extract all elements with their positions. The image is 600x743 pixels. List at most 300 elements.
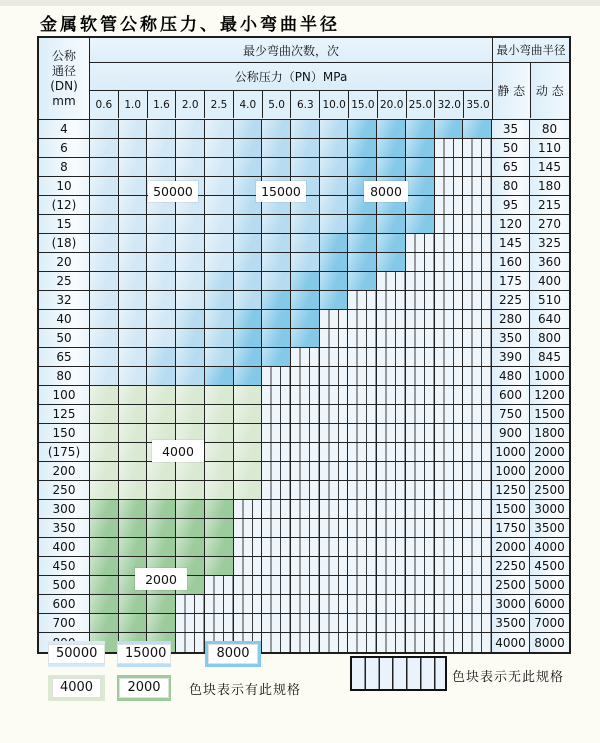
no-spec-cell — [320, 462, 349, 480]
bend-count-label: 15000 — [256, 181, 306, 202]
spec-cell-50000 — [90, 348, 119, 366]
pressure-col-header: 6.3 — [291, 91, 320, 118]
spec-cell-15000 — [234, 253, 263, 271]
spec-cell-4000 — [234, 443, 263, 461]
spec-cell-2000 — [90, 519, 119, 537]
pressure-col-header: 1.0 — [119, 91, 148, 118]
spec-cell-50000 — [119, 272, 148, 290]
no-spec-cell — [406, 443, 435, 461]
table-row — [39, 272, 569, 291]
dynamic-radius-cell: 4000 — [530, 538, 569, 556]
spec-cell-50000 — [147, 215, 176, 233]
spec-cell-8000 — [406, 158, 435, 176]
spec-cell-15000 — [291, 253, 320, 271]
dn-cell: 32 — [39, 291, 90, 309]
no-spec-cell — [291, 633, 320, 652]
no-spec-cell — [435, 462, 464, 480]
dynamic-radius-cell: 3500 — [530, 519, 569, 537]
spec-cell-8000 — [320, 291, 349, 309]
no-spec-cell — [406, 481, 435, 499]
spec-cell-15000 — [291, 234, 320, 252]
spec-cell-2000 — [90, 595, 119, 613]
dn-cell: 15 — [39, 215, 90, 233]
no-spec-cell — [291, 348, 320, 366]
no-spec-cell — [320, 481, 349, 499]
no-spec-cell — [463, 557, 492, 575]
dn-cell: 8 — [39, 158, 90, 176]
spec-cell-8000 — [348, 120, 377, 138]
spec-cell-4000 — [119, 405, 148, 423]
no-spec-cell — [435, 386, 464, 404]
spec-cell-8000 — [205, 367, 234, 385]
no-spec-cell — [463, 614, 492, 632]
pressure-header: 公称压力（PN）MPa — [90, 63, 492, 91]
no-spec-cell — [377, 557, 406, 575]
table-row — [39, 329, 569, 348]
spec-cell-15000 — [262, 120, 291, 138]
no-spec-cell — [435, 424, 464, 442]
no-spec-cell — [463, 367, 492, 385]
no-spec-cell — [377, 595, 406, 613]
spec-cell-15000 — [205, 348, 234, 366]
no-spec-cell — [435, 595, 464, 613]
spec-cell-15000 — [234, 215, 263, 233]
no-spec-cell — [291, 595, 320, 613]
dn-cell: (18) — [39, 234, 90, 252]
spec-cell-8000 — [348, 253, 377, 271]
table-row — [39, 443, 569, 462]
no-spec-cell — [348, 348, 377, 366]
spec-cell-2000 — [119, 519, 148, 537]
no-spec-cell — [262, 576, 291, 594]
legend-has-spec-text: 色块表示有此规格 — [189, 682, 302, 698]
spec-cell-2000 — [205, 500, 234, 518]
spec-cell-50000 — [147, 291, 176, 309]
no-spec-cell — [463, 329, 492, 347]
no-spec-cell — [435, 253, 464, 271]
dynamic-radius-cell: 215 — [530, 196, 569, 214]
spec-cell-50000 — [147, 253, 176, 271]
legend-swatch-4000 — [48, 675, 105, 701]
no-spec-cell — [463, 310, 492, 328]
spec-cell-50000 — [176, 234, 205, 252]
no-spec-cell — [320, 405, 349, 423]
spec-cell-2000 — [205, 557, 234, 575]
spec-cell-50000 — [90, 158, 119, 176]
no-spec-cell — [463, 405, 492, 423]
spec-cell-2000 — [90, 614, 119, 632]
spec-cell-4000 — [119, 443, 148, 461]
no-spec-cell — [406, 462, 435, 480]
spec-cell-4000 — [176, 481, 205, 499]
dn-cell: 300 — [39, 500, 90, 518]
dn-cell: 20 — [39, 253, 90, 271]
spec-cell-8000 — [348, 215, 377, 233]
spec-cell-50000 — [119, 348, 148, 366]
spec-cell-8000 — [291, 272, 320, 290]
no-spec-cell — [348, 614, 377, 632]
dynamic-radius-cell: 400 — [530, 272, 569, 290]
spec-cell-50000 — [90, 367, 119, 385]
dn-cell: 50 — [39, 329, 90, 347]
spec-cell-2000 — [147, 614, 176, 632]
no-spec-cell — [406, 367, 435, 385]
no-spec-cell — [435, 234, 464, 252]
no-spec-cell — [406, 633, 435, 652]
no-spec-cell — [435, 329, 464, 347]
no-spec-cell — [291, 481, 320, 499]
no-spec-cell — [205, 595, 234, 613]
spec-cell-50000 — [119, 367, 148, 385]
no-spec-cell — [377, 291, 406, 309]
no-spec-cell — [377, 386, 406, 404]
no-spec-cell — [291, 538, 320, 556]
static-radius-cell: 280 — [492, 310, 530, 328]
no-spec-cell — [348, 329, 377, 347]
no-spec-cell — [406, 348, 435, 366]
spec-cell-15000 — [234, 120, 263, 138]
dn-cell: 40 — [39, 310, 90, 328]
dynamic-radius-cell: 1200 — [530, 386, 569, 404]
no-spec-cell — [406, 272, 435, 290]
no-spec-cell — [406, 424, 435, 442]
spec-cell-4000 — [90, 481, 119, 499]
radius-header: 最小弯曲半径 — [493, 38, 569, 63]
table-row — [39, 595, 569, 614]
static-radius-cell: 600 — [492, 386, 530, 404]
table-row — [39, 291, 569, 310]
spec-cell-2000 — [205, 538, 234, 556]
dynamic-radius-cell: 180 — [530, 177, 569, 195]
dynamic-radius-cell: 2500 — [530, 481, 569, 499]
no-spec-cell — [377, 576, 406, 594]
static-radius-cell: 350 — [492, 329, 530, 347]
static-radius-cell: 175 — [492, 272, 530, 290]
spec-cell-4000 — [147, 386, 176, 404]
no-spec-cell — [205, 614, 234, 632]
pressure-col-header: 2.5 — [205, 91, 234, 118]
no-spec-cell — [348, 405, 377, 423]
no-spec-cell — [320, 348, 349, 366]
no-spec-cell — [435, 158, 464, 176]
no-spec-cell — [348, 500, 377, 518]
static-radius-cell: 80 — [492, 177, 530, 195]
dn-cell: (12) — [39, 196, 90, 214]
table-row — [39, 348, 569, 367]
spec-cell-4000 — [234, 424, 263, 442]
spec-cell-50000 — [119, 329, 148, 347]
spec-cell-50000 — [147, 120, 176, 138]
dn-cell: 400 — [39, 538, 90, 556]
dynamic-radius-cell: 360 — [530, 253, 569, 271]
spec-cell-4000 — [147, 405, 176, 423]
no-spec-cell — [176, 595, 205, 613]
no-spec-cell — [406, 234, 435, 252]
spec-cell-8000 — [262, 291, 291, 309]
static-radius-cell: 35 — [492, 120, 530, 138]
no-spec-cell — [377, 272, 406, 290]
dynamic-radius-cell: 5000 — [530, 576, 569, 594]
dynamic-radius-cell: 270 — [530, 215, 569, 233]
pressure-col-header: 2.0 — [176, 91, 205, 118]
static-radius-cell: 1250 — [492, 481, 530, 499]
legend-row-green — [48, 675, 301, 701]
pressure-col-header: 5.0 — [263, 91, 292, 118]
no-spec-cell — [262, 614, 291, 632]
dn-cell: 6 — [39, 139, 90, 157]
spec-cell-50000 — [205, 139, 234, 157]
spec-cell-4000 — [90, 462, 119, 480]
no-spec-cell — [262, 443, 291, 461]
spec-cell-2000 — [90, 500, 119, 518]
spec-cell-8000 — [377, 139, 406, 157]
spec-cell-4000 — [147, 462, 176, 480]
page-top-strip — [0, 0, 600, 6]
no-spec-cell — [262, 462, 291, 480]
spec-cell-15000 — [320, 120, 349, 138]
static-radius-cell: 50 — [492, 139, 530, 157]
no-spec-cell — [435, 633, 464, 652]
no-spec-cell — [320, 329, 349, 347]
no-spec-cell — [406, 538, 435, 556]
spec-cell-50000 — [119, 291, 148, 309]
spec-cell-4000 — [119, 386, 148, 404]
spec-cell-50000 — [205, 196, 234, 214]
no-spec-cell — [262, 595, 291, 613]
no-spec-cell — [348, 291, 377, 309]
table-row — [39, 500, 569, 519]
no-spec-cell — [406, 595, 435, 613]
spec-cell-50000 — [205, 120, 234, 138]
no-spec-cell — [320, 310, 349, 328]
spec-cell-2000 — [90, 538, 119, 556]
dn-cell: 80 — [39, 367, 90, 385]
no-spec-cell — [377, 348, 406, 366]
spec-cell-4000 — [234, 405, 263, 423]
spec-cell-15000 — [205, 310, 234, 328]
pressure-col-header: 0.6 — [90, 91, 119, 118]
table-row — [39, 139, 569, 158]
spec-cell-8000 — [377, 215, 406, 233]
table-row — [39, 538, 569, 557]
pressure-col-header: 10.0 — [320, 91, 349, 118]
dynamic-radius-cell: 2000 — [530, 462, 569, 480]
no-spec-cell — [406, 500, 435, 518]
dn-cell: 25 — [39, 272, 90, 290]
no-spec-cell — [435, 405, 464, 423]
no-spec-cell — [463, 443, 492, 461]
spec-cell-4000 — [119, 481, 148, 499]
no-spec-cell — [320, 614, 349, 632]
spec-cell-15000 — [291, 139, 320, 157]
table-row — [39, 519, 569, 538]
bend-count-header: 最少弯曲次数，次 — [90, 38, 492, 63]
dn-cell: 450 — [39, 557, 90, 575]
no-spec-cell — [262, 538, 291, 556]
legend-swatch-8000 — [205, 641, 261, 667]
no-spec-cell — [320, 557, 349, 575]
table-row — [39, 215, 569, 234]
static-radius-cell: 3500 — [492, 614, 530, 632]
spec-cell-50000 — [90, 215, 119, 233]
no-spec-cell — [234, 519, 263, 537]
spec-cell-8000 — [234, 348, 263, 366]
spec-cell-4000 — [176, 405, 205, 423]
spec-cell-8000 — [234, 367, 263, 385]
dn-cell: 65 — [39, 348, 90, 366]
spec-cell-4000 — [205, 443, 234, 461]
no-spec-cell — [234, 614, 263, 632]
static-radius-cell: 750 — [492, 405, 530, 423]
dn-cell: 10 — [39, 177, 90, 195]
dn-cell: 600 — [39, 595, 90, 613]
radius-section — [492, 38, 569, 119]
spec-cell-4000 — [205, 405, 234, 423]
pressure-col-header: 20.0 — [378, 91, 407, 118]
dynamic-radius-cell: 1500 — [530, 405, 569, 423]
no-spec-cell — [320, 595, 349, 613]
no-spec-cell — [320, 424, 349, 442]
no-spec-cell — [435, 177, 464, 195]
spec-cell-8000 — [320, 234, 349, 252]
spec-cell-50000 — [176, 120, 205, 138]
no-spec-cell — [348, 424, 377, 442]
no-spec-cell — [262, 481, 291, 499]
spec-cell-15000 — [234, 139, 263, 157]
spec-cell-4000 — [90, 405, 119, 423]
no-spec-cell — [435, 215, 464, 233]
static-column-header: 静 态 — [493, 63, 531, 118]
spec-cell-4000 — [205, 462, 234, 480]
static-radius-cell: 120 — [492, 215, 530, 233]
spec-cell-50000 — [119, 196, 148, 214]
no-spec-cell — [406, 519, 435, 537]
spec-cell-50000 — [176, 139, 205, 157]
no-spec-cell — [320, 443, 349, 461]
dynamic-radius-cell: 325 — [530, 234, 569, 252]
spec-cell-50000 — [119, 253, 148, 271]
spec-cell-50000 — [90, 310, 119, 328]
legend-no-spec-swatch — [350, 656, 447, 691]
no-spec-cell — [463, 519, 492, 537]
spec-cell-2000 — [147, 538, 176, 556]
static-radius-cell: 1000 — [492, 462, 530, 480]
no-spec-cell — [377, 367, 406, 385]
dynamic-radius-cell: 1800 — [530, 424, 569, 442]
no-spec-cell — [348, 557, 377, 575]
spec-cell-15000 — [205, 272, 234, 290]
spec-cell-15000 — [176, 367, 205, 385]
dn-cell: 700 — [39, 614, 90, 632]
dn-cell: 200 — [39, 462, 90, 480]
spec-cell-4000 — [205, 424, 234, 442]
spec-cell-15000 — [176, 329, 205, 347]
spec-cell-15000 — [234, 272, 263, 290]
no-spec-cell — [377, 424, 406, 442]
no-spec-cell — [463, 481, 492, 499]
dynamic-radius-cell: 6000 — [530, 595, 569, 613]
no-spec-cell — [463, 348, 492, 366]
bend-count-label: 4000 — [152, 440, 204, 462]
no-spec-cell — [435, 367, 464, 385]
dynamic-radius-cell: 110 — [530, 139, 569, 157]
no-spec-cell — [291, 462, 320, 480]
spec-cell-50000 — [205, 177, 234, 195]
legend-label: 50000 — [48, 644, 105, 664]
no-spec-cell — [348, 310, 377, 328]
legend-row-blue — [48, 641, 261, 667]
static-radius-cell: 225 — [492, 291, 530, 309]
no-spec-cell — [234, 557, 263, 575]
no-spec-cell — [320, 386, 349, 404]
bend-count-label: 50000 — [148, 181, 198, 202]
no-spec-cell — [435, 481, 464, 499]
no-spec-cell — [291, 386, 320, 404]
no-spec-cell — [435, 196, 464, 214]
spec-cell-8000 — [406, 196, 435, 214]
dynamic-radius-cell: 3000 — [530, 500, 569, 518]
no-spec-cell — [291, 367, 320, 385]
no-spec-cell — [291, 443, 320, 461]
dynamic-radius-cell: 7000 — [530, 614, 569, 632]
spec-cell-50000 — [176, 272, 205, 290]
table-row — [39, 310, 569, 329]
spec-cell-15000 — [234, 158, 263, 176]
bend-count-label: 8000 — [364, 181, 408, 202]
table-row — [39, 424, 569, 443]
dynamic-radius-cell: 640 — [530, 310, 569, 328]
spec-cell-50000 — [176, 253, 205, 271]
spec-cell-15000 — [291, 215, 320, 233]
table-row — [39, 386, 569, 405]
no-spec-cell — [463, 462, 492, 480]
no-spec-cell — [377, 329, 406, 347]
no-spec-cell — [262, 557, 291, 575]
spec-cell-50000 — [119, 234, 148, 252]
bend-count-section — [90, 38, 492, 119]
spec-cell-15000 — [205, 329, 234, 347]
no-spec-cell — [176, 614, 205, 632]
no-spec-cell — [406, 291, 435, 309]
dn-header-line1: 公称 — [51, 48, 76, 63]
static-radius-cell: 95 — [492, 196, 530, 214]
no-spec-cell — [463, 177, 492, 195]
table-row — [39, 253, 569, 272]
no-spec-cell — [435, 557, 464, 575]
no-spec-cell — [377, 519, 406, 537]
spec-cell-50000 — [119, 120, 148, 138]
spec-cell-4000 — [234, 386, 263, 404]
no-spec-cell — [291, 424, 320, 442]
no-spec-cell — [463, 595, 492, 613]
no-spec-cell — [348, 633, 377, 652]
no-spec-cell — [291, 614, 320, 632]
static-radius-cell: 2250 — [492, 557, 530, 575]
dynamic-radius-cell: 8000 — [530, 633, 569, 652]
legend-swatch-2000 — [117, 675, 171, 701]
no-spec-cell — [234, 538, 263, 556]
dn-column-header — [39, 38, 90, 119]
spec-cell-8000 — [320, 272, 349, 290]
spec-cell-4000 — [176, 462, 205, 480]
no-spec-cell — [435, 272, 464, 290]
no-spec-cell — [463, 386, 492, 404]
dn-cell: 500 — [39, 576, 90, 594]
no-spec-cell — [348, 367, 377, 385]
spec-cell-50000 — [119, 215, 148, 233]
no-spec-cell — [435, 538, 464, 556]
spec-cell-50000 — [90, 139, 119, 157]
